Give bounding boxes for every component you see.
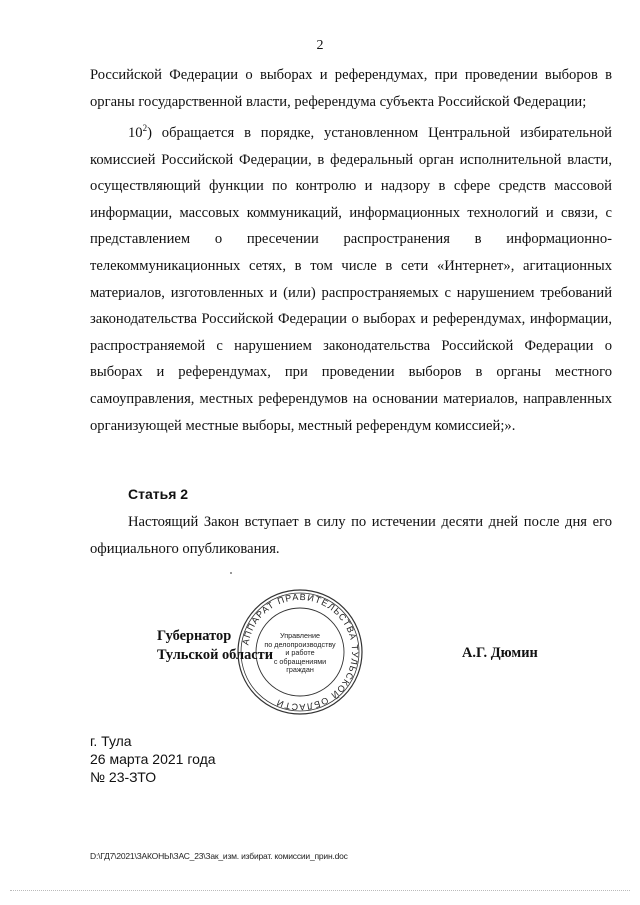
file-path: D:\ГД7\2021\ЗАКОНЫ\ЗАС_23\Зак_изм. избират. комиссии_прин.doc xyxy=(90,851,348,861)
paragraph-1: Российской Федерации о выборах и референдумах, при проведении выборов в органы государственной власти, референдума субъекта Российской Федерации; xyxy=(90,67,612,110)
item-number: 10 xyxy=(128,125,143,142)
page-number: 2 xyxy=(316,38,324,53)
law-number: № 23-ЗТО xyxy=(90,769,157,785)
signatory-title-line2: Тульской области xyxy=(157,647,274,663)
item-bracket: ) xyxy=(147,125,152,142)
speck xyxy=(230,572,232,574)
signatory-title-line1: Губернатор xyxy=(157,628,232,644)
paragraph-2 xyxy=(90,115,612,439)
seal-line-4: с обращениями xyxy=(273,656,327,666)
article-text: Настоящий Закон вступает в силу по истечении десяти дней после дня его официального опубликования. xyxy=(90,514,612,557)
city: г. Тула xyxy=(90,733,132,749)
article-heading: Статья 2 xyxy=(128,486,189,502)
article-body xyxy=(90,509,612,562)
signatory-name: А.Г. Дюмин xyxy=(462,645,538,661)
body-text xyxy=(90,62,612,439)
seal-ring-text: АППАРАТ ПРАВИТЕЛЬСТВА ТУЛЬСКОЙ ОБЛАСТИ xyxy=(240,591,361,713)
signatory-title xyxy=(157,627,273,665)
paragraph-2-text: обращается в порядке, установленном Центральной избирательной комиссией Российской Федерации, в федеральный орган исполнительной власти, осуществляющий функции по контролю и надзору в сфере средств массовой информации, массовых коммуникаций, информационных технологий и связи, с представлением о пресечении распространения в информационно-телекоммуникационных сетях, в том числе в сети «Интернет», агитационных материалов, изготовленных и (или) распространяемых с нарушением требований законодательства Российской Федерации о выборах и референдумах, информации, распространяемой с нарушением законодательства Российской Федерации о выборах и референдумах, при проведении выборов в органы местного самоуправления, местных референдумов на основании материалов, направленных организующей местные выборы, местный референдум комиссией;». xyxy=(90,125,612,434)
seal-line-2: по делопроизводству xyxy=(264,639,336,649)
date: 26 марта 2021 года xyxy=(90,751,216,767)
seal-line-5: граждан xyxy=(286,665,314,675)
item-superscript: 2 xyxy=(142,123,148,134)
seal-line-3: и работе xyxy=(285,648,315,658)
scan-edge xyxy=(10,890,630,891)
seal-line-1: Управление xyxy=(280,631,320,640)
